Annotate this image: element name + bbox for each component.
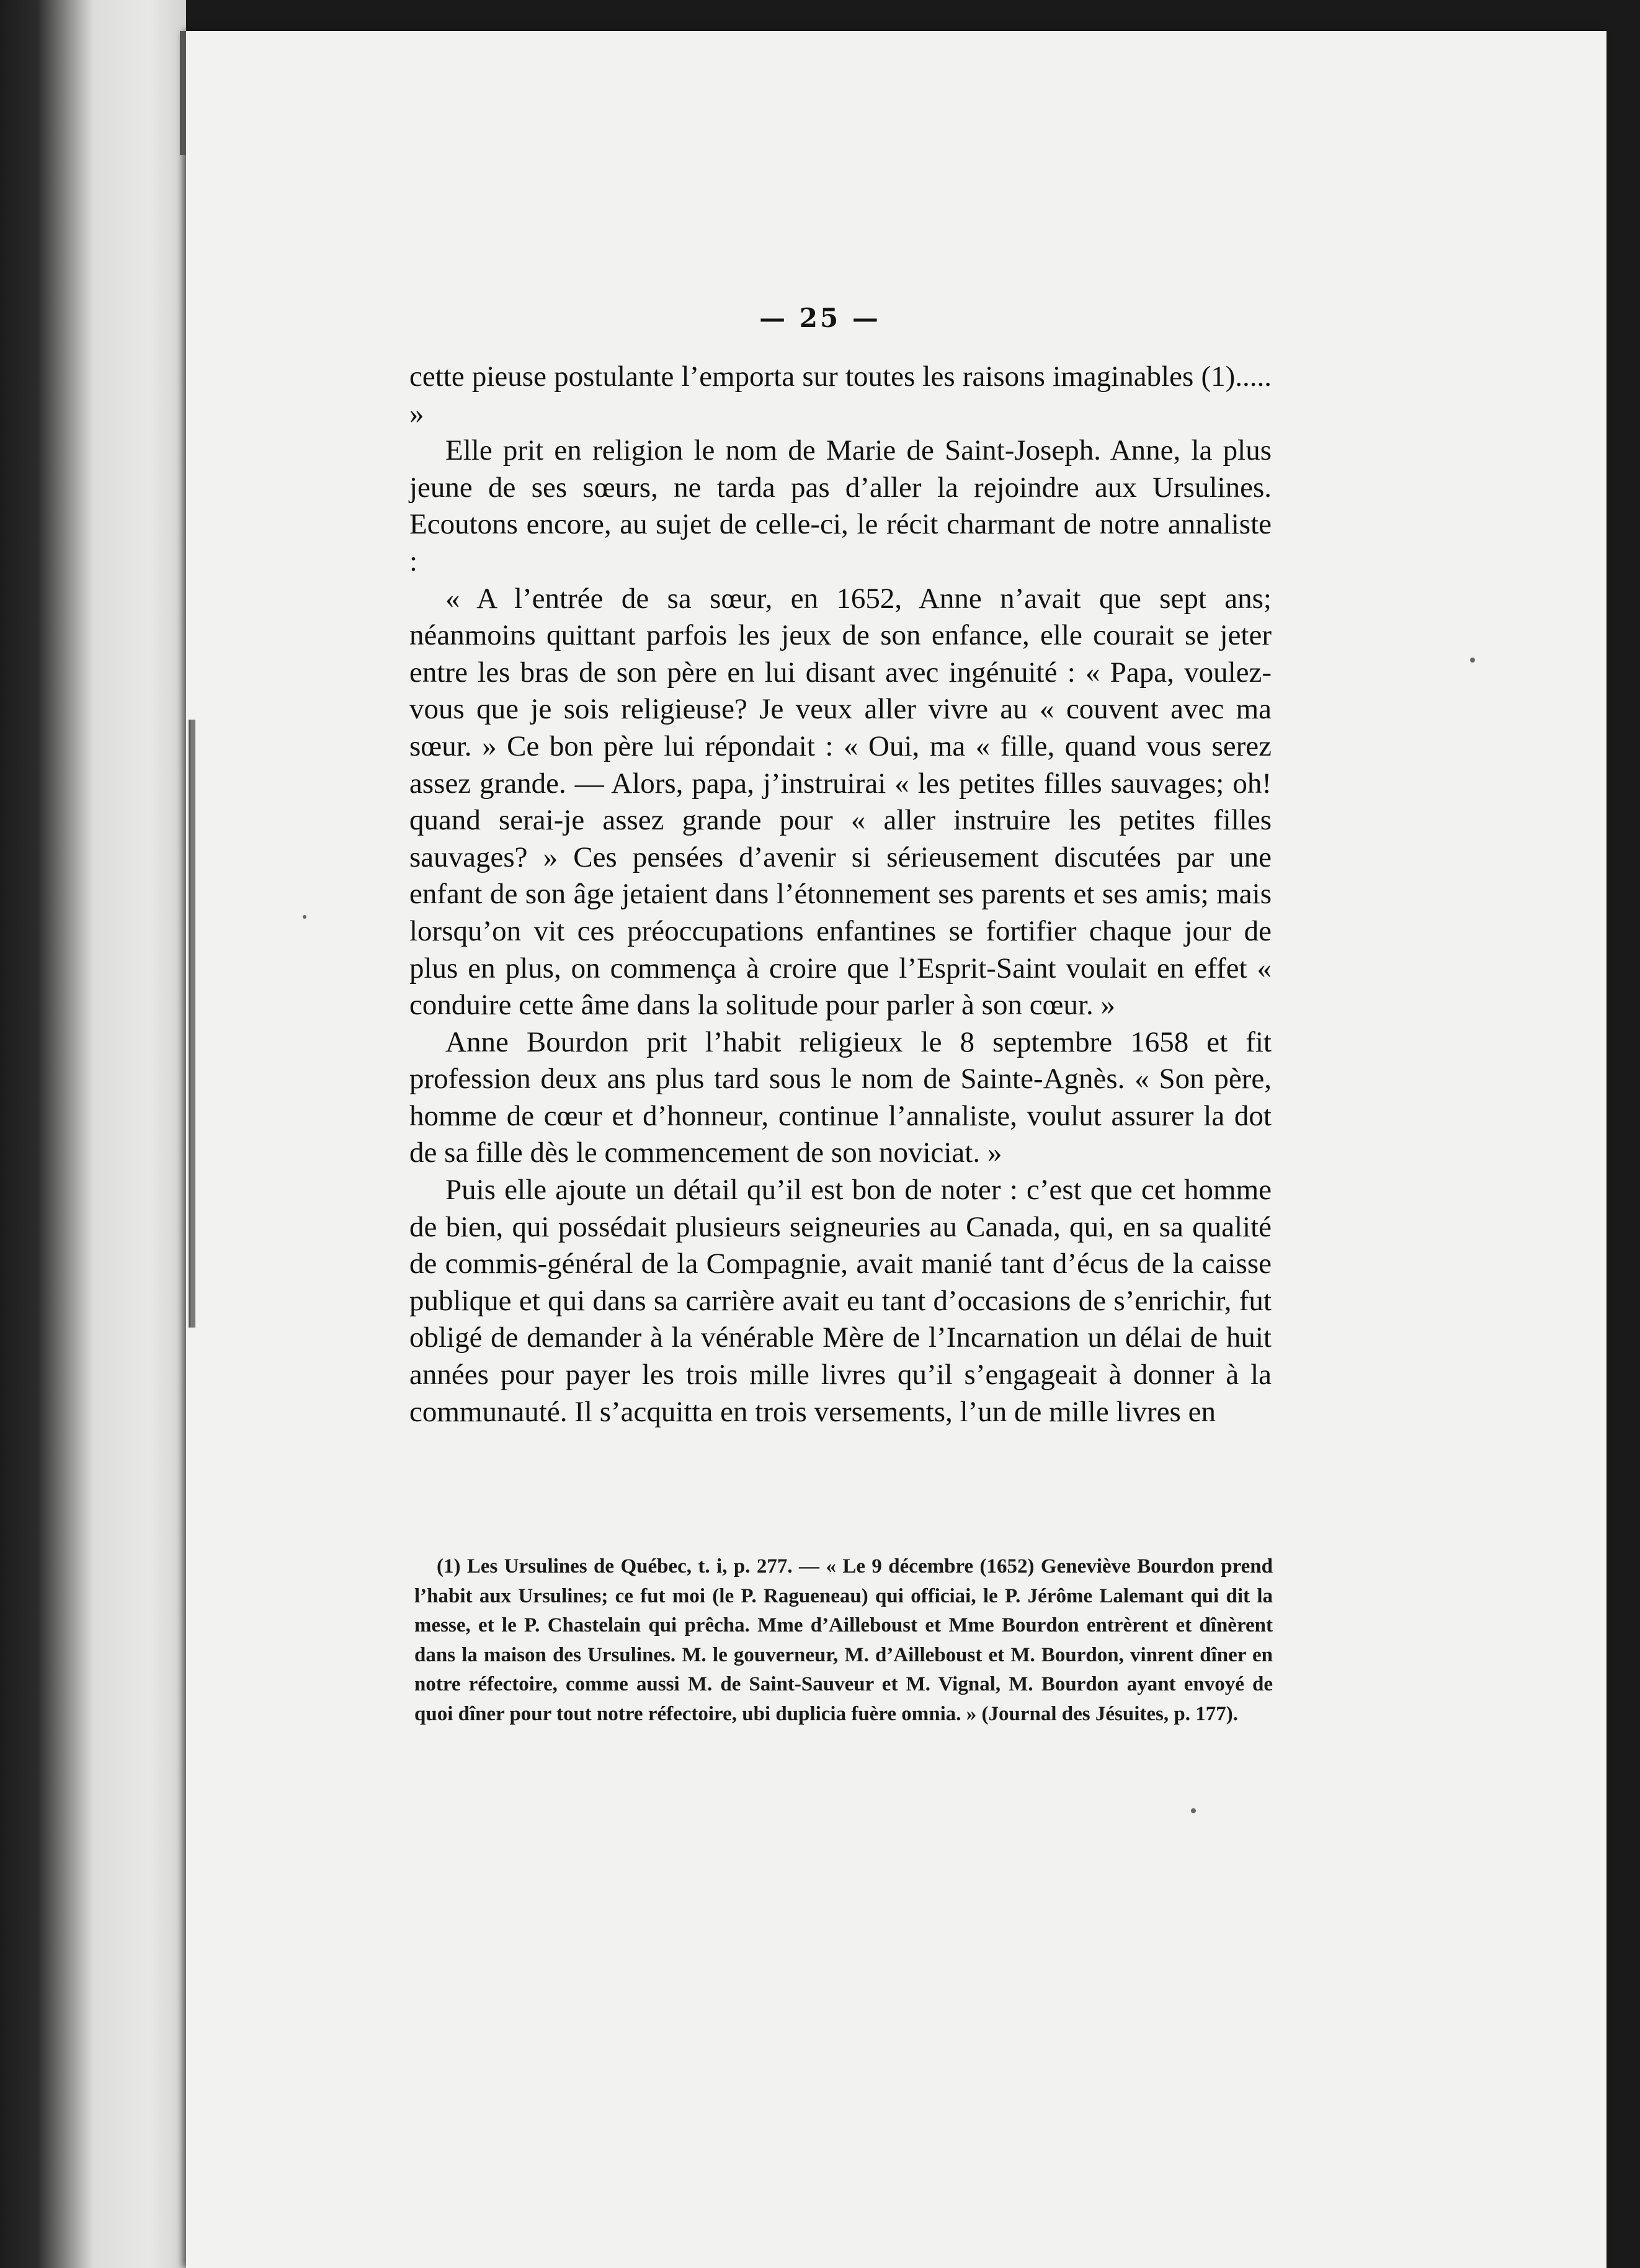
paragraph: cette pieuse postulante l’emporta sur toutes les raisons imaginables (1)..... » [409,360,1272,430]
paragraph: Elle prit en religion le nom de Marie de Saint-Joseph. Anne, la plus jeune de ses sœurs, ne tarda pas d’aller la rejoindre aux Ursulines. Ecoutons encore, au sujet de celle-ci, le récit charmant de notre annaliste : [409,434,1272,578]
footnote [414,1552,1273,1730]
page-number: — 25 — [759,303,881,333]
binding-fold [180,31,186,155]
paragraph: Puis elle ajoute un détail qu’il est bon de noter : c’est que cet homme de bien, qui possédait plusieurs seigneuries au Canada, qui, en sa qualité de commis-général de la Compagnie, avait manié tant d’écus de la caisse publique et qui dans sa carrière avait eu tant d’occasions de s’enrichir, fut obligé de demander à la vénérable Mère de l’Incarnation un délai de huit années pour payer les trois mille livres qu’il s’engageait à donner à la communauté. Il s’acquitta en trois versements, l’un de mille livres en [409,1174,1272,1428]
binding-rule [189,720,195,1328]
paper-speck [303,915,306,919]
body-text [409,359,1272,1431]
scan-right-border [1607,0,1640,2268]
paper-speck [1470,658,1475,663]
paper-speck [1191,1808,1196,1813]
footnote-text: (1) Les Ursulines de Québec, t. i, p. 277. — « Le 9 décembre (1652) Geneviève Bourdon prend l’habit aux Ursulines; ce fut moi (le P. Ragueneau) qui officiai, le P. Jérôme Lalemant qui dit la messe, et le P. Chastelain qui prêcha. Mme d’Ailleboust et Mme Bourdon entrèrent et dînèrent dans la maison des Ursulines. M. le gouverneur, M. d’Ailleboust et M. Bourdon, vinrent dîner en notre réfectoire, comme aussi M. de Saint-Sauveur et M. Vignal, M. Bourdon ayant envoyé de quoi dîner pour tout notre réfectoire, ubi duplicia fuère omnia. » (Journal des Jésuites, p. 177). [414,1555,1273,1725]
scan-left-margin [0,0,186,2268]
paragraph: « A l’entrée de sa sœur, en 1652, Anne n’avait que sept ans; néanmoins quittant parfois les jeux de son enfance, elle courait se jeter entre les bras de son père en lui disant avec ingénuité : « Papa, voulez-vous que je sois religieuse? Je veux aller vivre au « couvent avec ma sœur. » Ce bon père lui répondait : « Oui, ma « fille, quand vous serez assez grande. — Alors, papa, j’instruirai « les petites filles sauvages; oh! quand serai-je assez grande pour « aller instruire les petites filles sauvages? » Ces pensées d’avenir si sérieusement discutées par une enfant de son âge jetaient dans l’étonnement ses parents et ses amis; mais lorsqu’on vit ces préoccupations enfantines se fortifier chaque jour de plus en plus, on commença à croire que l’Esprit-Saint voulait en effet « conduire cette âme dans la solitude pour parler à son cœur. » [409,582,1272,1022]
scan-top-border [0,0,1640,31]
paragraph: Anne Bourdon prit l’habit religieux le 8 septembre 1658 et fit profession deux ans plus tard sous le nom de Sainte-Agnès. « Son père, homme de cœur et d’honneur, continue l’annaliste, voulut assurer la dot de sa fille dès le commencement de son noviciat. » [409,1025,1272,1169]
